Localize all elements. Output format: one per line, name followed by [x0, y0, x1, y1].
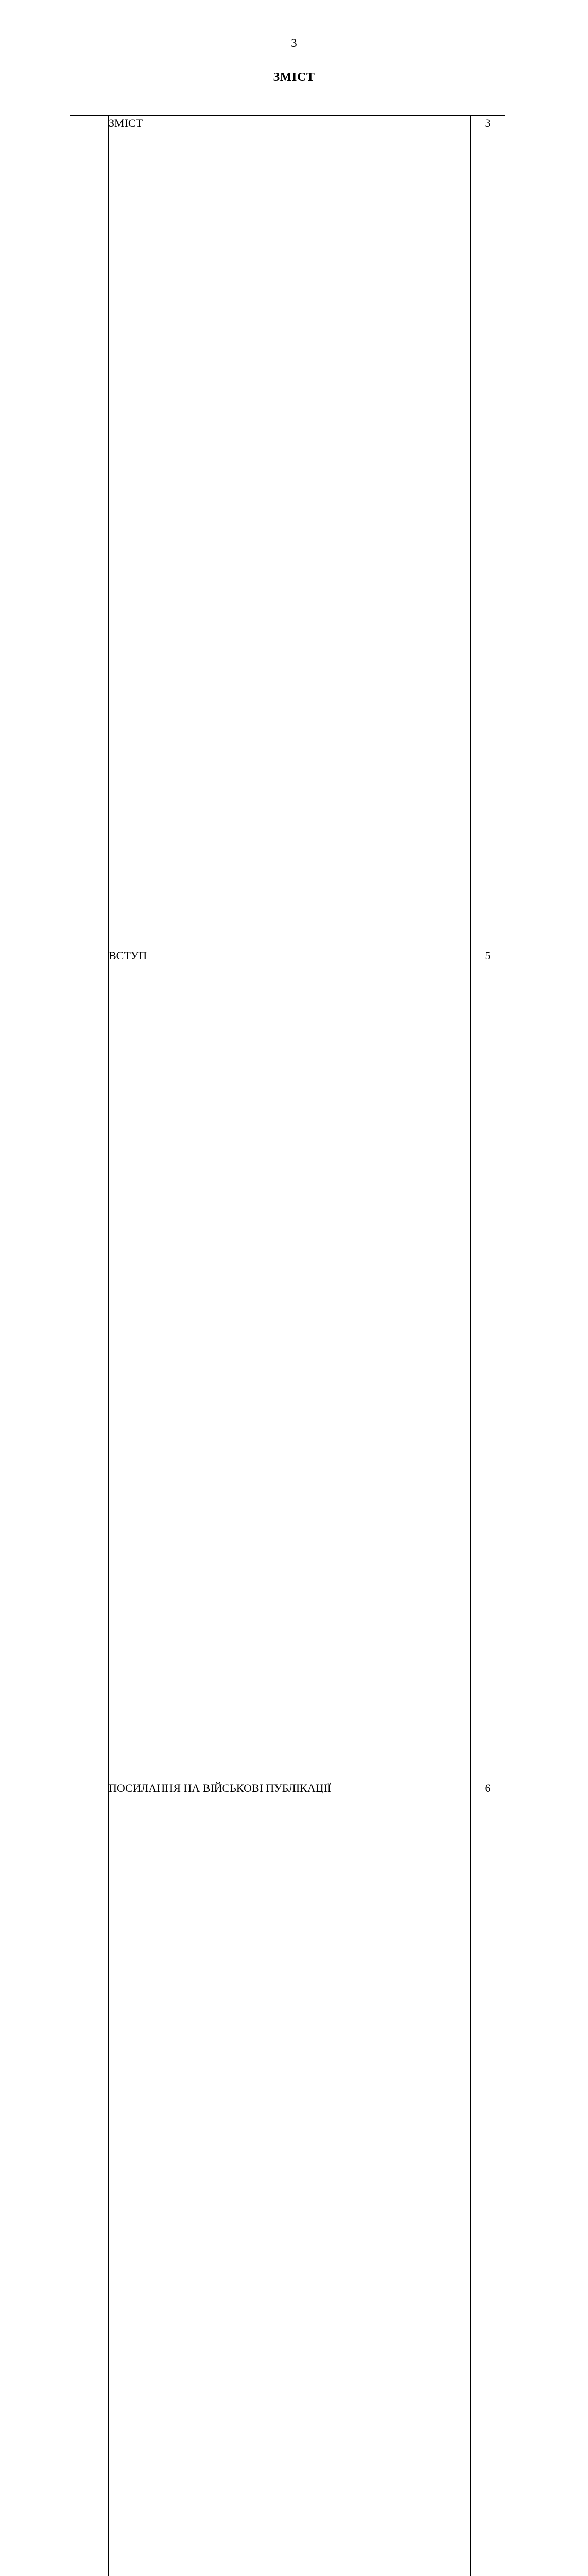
toc-row-title[interactable]: [109, 948, 471, 1781]
toc-row-number: [70, 116, 109, 948]
table-row[interactable]: [70, 1781, 505, 2576]
table-of-contents: [70, 115, 505, 2576]
page-number: 3: [0, 37, 588, 49]
toc-title-line: ВСТУП: [109, 948, 470, 963]
toc-title-line: ЗМІСТ: [109, 116, 470, 130]
toc-row-page: 6: [471, 1781, 505, 2576]
page-title: ЗМІСТ: [0, 71, 588, 83]
table-row[interactable]: [70, 948, 505, 1781]
toc-row-number: [70, 1781, 109, 2576]
document-page: [0, 0, 588, 832]
toc-row-title[interactable]: [109, 116, 471, 948]
toc-body: [70, 116, 505, 2576]
toc-row-page: 3: [471, 116, 505, 948]
toc-row-title[interactable]: [109, 1781, 471, 2576]
table-row[interactable]: [70, 116, 505, 948]
toc-title-line: ПОСИЛАННЯ НА ВІЙСЬКОВІ ПУБЛІКАЦІЇ: [109, 1781, 470, 1795]
toc-row-page: 5: [471, 948, 505, 1781]
toc-row-number: [70, 948, 109, 1781]
